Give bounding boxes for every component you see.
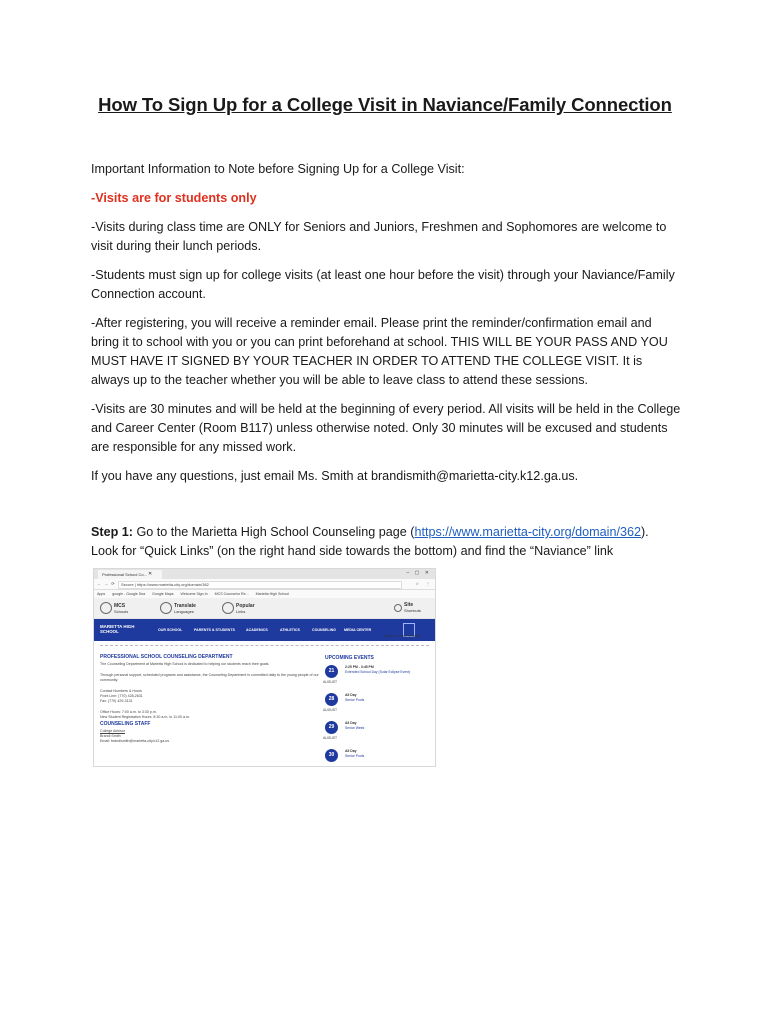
mcs-schools-link[interactable] (100, 602, 128, 614)
department-text-1: The Counseling Department at Marietta High School is dedicated to helping our students reach their goals. (100, 662, 270, 666)
contact-fax: Fax: (770) 429-3131 (100, 699, 133, 703)
paragraph-questions: If you have any questions, just email Ms. Smith at brandismith@marietta-city.k12.ga.us. (91, 469, 579, 483)
nav-athletics[interactable]: ATHLETICS (280, 628, 300, 632)
event-details (345, 749, 425, 758)
site-tool-row (94, 598, 435, 619)
paragraph-reminder: -After registering, you will receive a reminder email. Please print the reminder/confirmation email and bring it to school with you or you can print beforehand at school. THIS WILL BE YOUR PASS AND YOU MUST HAVE IT SIGNED BY YOUR TEACHER IN ORDER TO ATTEND THE COLLEGE VISIT. It is always up to the teacher whether you will be able to leave class to attend these sessions. (91, 316, 668, 387)
event-desc: Senior Pools (345, 697, 365, 702)
menu-icon[interactable]: ⋮ (426, 581, 430, 586)
nav-our-school[interactable]: OUR SCHOOL (158, 628, 183, 632)
staff-title: College Advisor (100, 729, 125, 733)
event-desc: Extended School Day (Solar Eclipse Event) (345, 669, 411, 674)
event-day: 30 (325, 749, 338, 762)
school-name[interactable]: MARIETTA HIGH SCHOOL (100, 624, 135, 634)
breadcrumb[interactable]: Home / Counseling / (384, 633, 421, 638)
step-1-line-2: Look for “Quick Links” (on the right hand side towards the bottom) and find the “Naviance” link (91, 544, 614, 558)
contact-heading: Contact Numbers & Hours (100, 689, 142, 693)
bookmark-item[interactable]: MCS Counselor Re... (214, 592, 249, 596)
document-title: How To Sign Up for a College Visit in Naviance/Family Connection (98, 94, 672, 115)
browser-tab-bar (94, 569, 435, 579)
tool-sub: Schools (114, 608, 129, 614)
browser-address-bar (94, 579, 435, 590)
event-desc: Senior Week (345, 725, 365, 730)
event-time: 2:25 PM - 3:45 PM (345, 665, 374, 669)
tool-title: Popular (236, 602, 255, 609)
tool-title: Translate (174, 602, 196, 609)
registration-hours: New Student Registration Hours: 8:30 a.m. to 11:00 a.m. (100, 715, 191, 719)
event-details (345, 693, 425, 702)
staff-name: Brandi Smith (100, 734, 121, 738)
paragraph-visit-length: -Visits are 30 minutes and will be held at the beginning of every period. All visits will be held in the College and Career Center (Room B117) unless otherwise noted. Only 30 minutes will be excused and students are responsible for any missed work. (91, 402, 681, 454)
intro-text: Important Information to Note before Signing Up for a College Visit: (91, 162, 465, 176)
url-input[interactable]: Secure | https://www.marietta-city.org/domain/362 (118, 581, 402, 589)
schools-icon (100, 602, 112, 614)
step-1 (91, 523, 681, 561)
shortcuts-icon (394, 604, 402, 612)
event-time: All Day (345, 749, 357, 753)
event-month: AUGUST (323, 736, 338, 740)
event-day: 21 (325, 665, 338, 678)
staff-email[interactable]: Email: brandismith@marietta-city.k12.ga.us (100, 739, 170, 743)
paragraph-class-time: -Visits during class time are ONLY for Seniors and Juniors, Freshmen and Sophomores are welcome to visit during their lunch periods. (91, 220, 667, 253)
students-only-note: -Visits are for students only (91, 191, 257, 205)
translate-icon (160, 602, 172, 614)
bookmarks-bar (94, 590, 435, 598)
step-1-label: Step 1: (91, 525, 133, 539)
translate-link[interactable] (160, 602, 196, 614)
browser-tab-label: Professional School Co... (102, 572, 147, 577)
event-month: AUGUST (323, 680, 338, 684)
staff-heading: COUNSELING STAFF (100, 721, 151, 727)
event-desc: Senior Pools (345, 753, 365, 758)
bookmark-item[interactable]: Apps (97, 592, 106, 596)
counseling-page-link[interactable]: https://www.marietta-city.org/domain/362 (414, 525, 641, 539)
tool-title: Site (404, 602, 414, 608)
counseling-page-screenshot (93, 568, 436, 767)
nav-media-center[interactable]: MEDIA CENTER (344, 628, 372, 632)
divider (100, 645, 429, 646)
bookmark-item[interactable]: Marietta High School (255, 592, 289, 596)
department-text-2: Through personal support, scheduled programs and assistance, the Counseling Department is committed daily to the young people of our community. (100, 673, 319, 682)
event-details (345, 665, 425, 674)
step-1-text: Go to the Marietta High School Counseling page ( (133, 525, 415, 539)
event-time: All Day (345, 693, 357, 697)
step-1-text-end: ). (640, 525, 649, 539)
upcoming-events (323, 655, 429, 758)
close-icon[interactable]: ✕ (148, 571, 153, 577)
tool-sub: Shortcuts (404, 608, 421, 613)
window-controls-icon[interactable]: – ▢ ✕ (406, 570, 431, 576)
tool-sub: Links (236, 608, 246, 614)
event-details (345, 721, 425, 730)
events-heading: UPCOMING EVENTS (325, 655, 374, 661)
department-info (100, 655, 324, 744)
office-hours: Office Hours: 7:00 a.m. to 3:30 p.m. (100, 710, 157, 714)
bookmark-item[interactable]: google - Google Sea (112, 592, 146, 596)
tool-sub: Languages (174, 608, 194, 614)
links-icon (222, 602, 234, 614)
browser-tab[interactable] (98, 570, 162, 579)
nav-parents-students[interactable]: PARENTS & STUDENTS (194, 628, 235, 632)
nav-academics[interactable]: ACADEMICS (246, 628, 268, 632)
tool-title: MCS (114, 602, 126, 609)
document-body (91, 160, 681, 496)
event-month: AUGUST (323, 708, 338, 712)
event-day: 28 (325, 693, 338, 706)
paragraph-signup: -Students must sign up for college visits (at least one hour before the visit) through your Naviance/Family Connection account. (91, 268, 675, 301)
popular-links[interactable] (222, 602, 255, 614)
nav-counseling[interactable]: COUNSELING (312, 628, 336, 632)
site-shortcuts[interactable] (394, 602, 421, 613)
bookmark-item[interactable]: Welcome Sign In (180, 592, 208, 596)
event-time: All Day (345, 721, 357, 725)
bookmark-item[interactable]: Google Maps (152, 592, 174, 596)
contact-phone: Front Line: (770) 428-2631 (100, 694, 143, 698)
event-day: 29 (325, 721, 338, 734)
department-heading: PROFESSIONAL SCHOOL COUNSELING DEPARTMENT (100, 654, 233, 660)
star-icon[interactable]: ☆ (415, 581, 419, 586)
back-forward-reload-icon[interactable]: ← → ⟳ (97, 581, 116, 586)
